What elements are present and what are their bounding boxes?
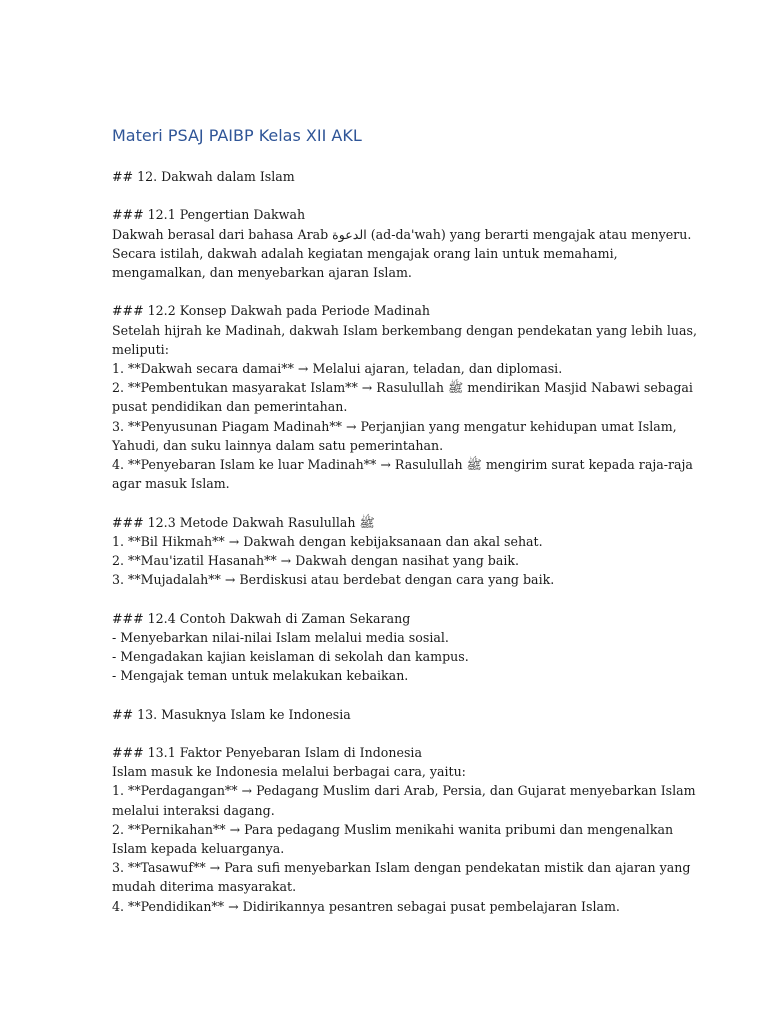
text-line: 1. **Perdagangan** → Pedagang Muslim dari Arab, Persia, dan Gujarat menyebarkan Islam <box>112 783 696 799</box>
text-line: 1. **Dakwah secara damai** → Melalui ajaran, teladan, dan diplomasi. <box>112 361 563 376</box>
text-block <box>112 205 692 282</box>
section-heading: ### 12.3 Metode Dakwah Rasulullah ﷺ <box>112 514 375 530</box>
text-line: 1. **Bil Hikmah** → Dakwah dengan kebijaksanaan dan akal sehat. <box>112 533 543 549</box>
section-heading: ### 13.1 Faktor Penyebaran Islam di Indonesia <box>112 745 422 760</box>
text-line: 2. **Mau'izatil Hasanah** → Dakwah dengan nasihat yang baik. <box>112 553 519 569</box>
text-line: pusat pendidikan dan pemerintahan. <box>112 399 348 415</box>
text-block <box>112 513 657 590</box>
document-content <box>112 167 697 916</box>
text-line: meliputi: <box>112 341 169 357</box>
text-line: 3. **Mujadalah** → Berdiskusi atau berdebat dengan cara yang baik. <box>112 572 555 588</box>
text-line: Yahudi, dan suku lainnya dalam satu pemerintahan. <box>112 437 444 453</box>
text-line: Secara istilah, dakwah adalah kegiatan mengajak orang lain untuk memahami, <box>112 245 618 261</box>
text-line: mudah diterima masyarakat. <box>112 879 297 895</box>
text-line: Setelah hijrah ke Madinah, dakwah Islam berkembang dengan pendekatan yang lebih luas, <box>112 322 697 338</box>
section-heading: ## 13. Masuknya Islam ke Indonesia <box>112 706 351 722</box>
section-heading: ### 12.1 Pengertian Dakwah <box>112 207 306 223</box>
text-line: - Mengadakan kajian keislaman di sekolah dan kampus. <box>112 649 469 665</box>
text-line: agar masuk Islam. <box>112 476 230 492</box>
text-line: - Mengajak teman untuk melakukan kebaikan. <box>112 668 409 684</box>
text-line: Islam masuk ke Indonesia melalui berbagai cara, yaitu: <box>112 764 466 780</box>
text-line: mengamalkan, dan menyebarkan ajaran Islam. <box>112 265 412 280</box>
document-title: Materi PSAJ PAIBP Kelas XII AKL <box>112 126 362 145</box>
text-line: 4. **Penyebaran Islam ke luar Madinah** → Rasulullah ﷺ mengirim surat kepada raja-raja <box>112 457 693 473</box>
text-block <box>112 743 696 916</box>
text-line: 4. **Pendidikan** → Didirikannya pesantren sebagai pusat pembelajaran Islam. <box>112 898 620 914</box>
text-line: Dakwah berasal dari bahasa Arab الدعوة (ad-da'wah) yang berarti mengajak atau menyeru. <box>112 226 692 242</box>
section-heading: ## 12. Dakwah dalam Islam <box>112 169 295 184</box>
text-block <box>112 609 657 686</box>
text-line: 2. **Pembentukan masyarakat Islam** → Rasulullah ﷺ mendirikan Masjid Nabawi sebagai <box>112 380 693 396</box>
text-block <box>112 167 657 186</box>
text-block <box>112 301 697 493</box>
text-line: 2. **Pernikahan** → Para pedagang Muslim menikahi wanita pribumi dan mengenalkan <box>112 821 674 837</box>
text-line: melalui interaksi dagang. <box>112 802 275 818</box>
text-line: 3. **Tasawuf** → Para sufi menyebarkan Islam dengan pendekatan mistik dan ajaran yang <box>112 860 691 876</box>
text-line: - Menyebarkan nilai-nilai Islam melalui media sosial. <box>112 629 449 645</box>
text-line: 3. **Penyusunan Piagam Madinah** → Perjanjian yang mengatur kehidupan umat Islam, <box>112 418 677 434</box>
document-page <box>112 125 697 935</box>
text-block <box>112 705 657 724</box>
section-heading: ### 12.2 Konsep Dakwah pada Periode Madinah <box>112 303 430 319</box>
text-line: Islam kepada keluarganya. <box>112 841 285 857</box>
section-heading: ### 12.4 Contoh Dakwah di Zaman Sekarang <box>112 610 411 626</box>
